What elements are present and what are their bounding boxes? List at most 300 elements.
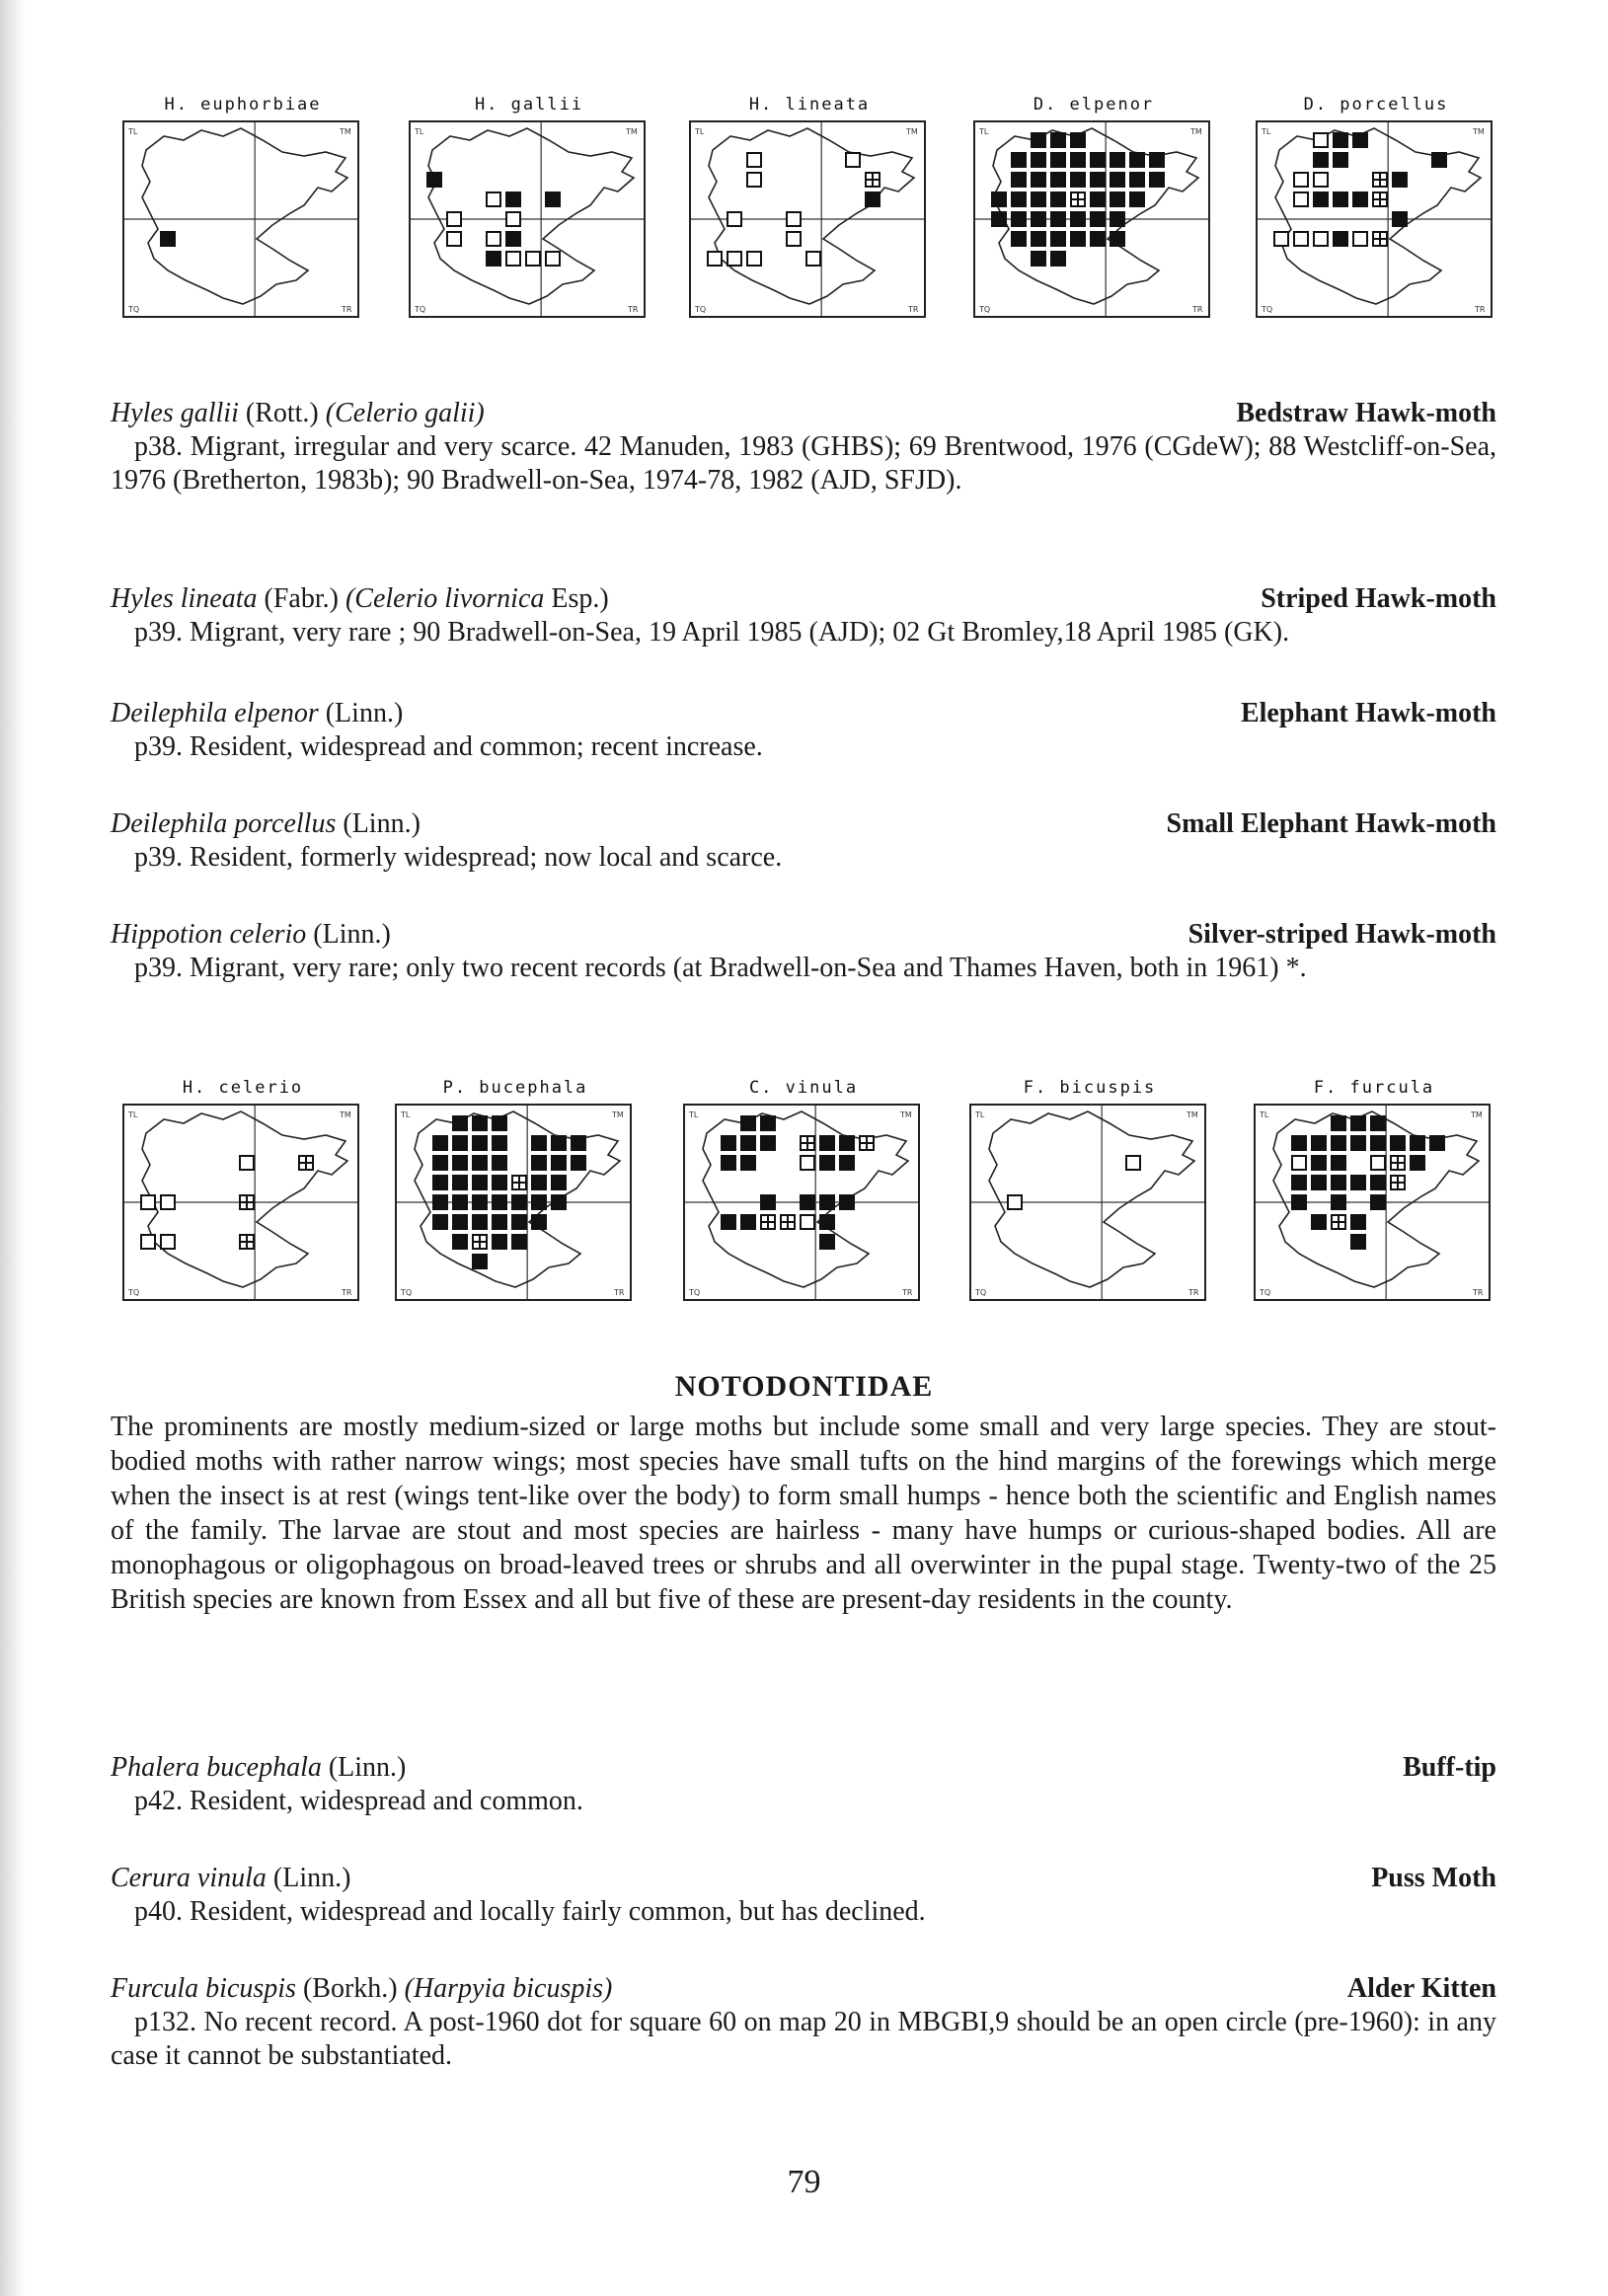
record-square-filled bbox=[511, 1194, 527, 1210]
record-square-filled bbox=[1110, 172, 1125, 188]
record-square-filled bbox=[1090, 231, 1106, 247]
record-square-filled bbox=[721, 1214, 736, 1230]
grid-corner-label: TQ bbox=[415, 305, 426, 314]
record-square-open bbox=[240, 1156, 254, 1170]
record-square-filled bbox=[1311, 1175, 1327, 1190]
page-number: 79 bbox=[787, 2164, 821, 2200]
record-square-filled bbox=[531, 1135, 547, 1151]
record-square-filled bbox=[1129, 172, 1145, 188]
entry-heading bbox=[111, 1751, 1496, 1785]
record-square-filled bbox=[472, 1194, 488, 1210]
record-square-filled bbox=[531, 1155, 547, 1171]
common-name: Buff-tip bbox=[1403, 1752, 1496, 1783]
grid-corner-label: TR bbox=[902, 1288, 913, 1297]
record-square-filled bbox=[1070, 132, 1086, 148]
record-square-open bbox=[546, 252, 560, 266]
record-square-filled bbox=[492, 1194, 507, 1210]
scientific-name: Hyles lineata bbox=[111, 583, 258, 614]
grid-corner-label: TM bbox=[1471, 1110, 1483, 1119]
record-square-filled bbox=[819, 1234, 835, 1250]
record-square-filled bbox=[1011, 231, 1027, 247]
record-square-filled bbox=[452, 1135, 468, 1151]
record-square-filled bbox=[1149, 152, 1165, 168]
grid-corner-label: TR bbox=[628, 305, 639, 314]
entry-text: p39. Migrant, very rare; only two recent records (at Bradwell-on-Sea and Thames Haven, both in 1961) *. bbox=[134, 953, 1307, 983]
record-square-filled bbox=[1011, 152, 1027, 168]
author: (Linn.) bbox=[318, 698, 404, 728]
record-square-filled bbox=[472, 1254, 488, 1269]
record-square-crossed bbox=[1391, 1176, 1405, 1189]
map-h-gallii bbox=[401, 95, 657, 332]
map-d-elpenor bbox=[965, 95, 1222, 332]
record-square-filled bbox=[432, 1194, 448, 1210]
record-square-filled bbox=[1050, 191, 1066, 207]
record-square-filled bbox=[1331, 1175, 1346, 1190]
map-svg bbox=[124, 122, 357, 316]
record-square-filled bbox=[432, 1135, 448, 1151]
entry-text: p40. Resident, widespread and locally fairly common, but has declined. bbox=[134, 1896, 926, 1927]
record-square-filled bbox=[1350, 1234, 1366, 1250]
record-square-filled bbox=[551, 1194, 567, 1210]
map-h-celerio bbox=[115, 1078, 371, 1315]
record-square-filled bbox=[1090, 152, 1106, 168]
grid-corner-label: TM bbox=[1473, 127, 1485, 136]
record-square-open bbox=[1292, 1156, 1306, 1170]
record-square-filled bbox=[1392, 211, 1408, 227]
map-c-vinula bbox=[675, 1078, 932, 1315]
author: (Fabr.) bbox=[257, 583, 345, 614]
record-square-filled bbox=[1050, 172, 1066, 188]
species-entry-cerura-vinula bbox=[111, 1862, 1496, 1929]
record-square-open bbox=[747, 173, 761, 187]
record-square-filled bbox=[1050, 152, 1066, 168]
record-square-crossed bbox=[1373, 173, 1387, 187]
record-square-crossed bbox=[512, 1176, 526, 1189]
common-name: Small Elephant Hawk-moth bbox=[1166, 808, 1496, 839]
distribution-map bbox=[1254, 1104, 1491, 1301]
record-square-crossed bbox=[1373, 192, 1387, 206]
map-title: H. gallii bbox=[474, 95, 584, 115]
record-square-open bbox=[141, 1235, 155, 1249]
distribution-map bbox=[973, 120, 1210, 318]
record-square-open bbox=[447, 212, 461, 226]
grid-corner-label: TQ bbox=[128, 305, 140, 314]
record-square-filled bbox=[1333, 191, 1348, 207]
map-row-top bbox=[0, 95, 1608, 332]
record-square-open bbox=[1314, 173, 1328, 187]
record-square-open bbox=[161, 1235, 175, 1249]
record-square-open bbox=[487, 232, 500, 246]
record-square-open bbox=[801, 1215, 814, 1229]
grid-corner-label: TQ bbox=[979, 305, 991, 314]
record-square-filled bbox=[1070, 211, 1086, 227]
record-square-filled bbox=[1431, 152, 1447, 168]
section-title: NOTODONTIDAE bbox=[674, 1370, 934, 1403]
entry-text: p42. Resident, widespread and common. bbox=[134, 1786, 583, 1816]
record-square-open bbox=[747, 252, 761, 266]
record-square-crossed bbox=[240, 1195, 254, 1209]
synonym: (Celerio galii) bbox=[325, 398, 485, 428]
record-square-open bbox=[787, 232, 801, 246]
record-square-open bbox=[1294, 192, 1308, 206]
map-svg bbox=[691, 122, 924, 316]
grid-corner-label: TM bbox=[626, 127, 638, 136]
common-name: Bedstraw Hawk-moth bbox=[1236, 398, 1496, 428]
record-square-filled bbox=[819, 1214, 835, 1230]
map-svg bbox=[685, 1106, 918, 1299]
record-square-filled bbox=[551, 1135, 567, 1151]
entry-text: p38. Migrant, irregular and very scarce. 42 Manuden, 1983 (GHBS); 69 Brentwood, 1976 (CGdeW); 88 Westcliff-on-Sea, 1976 (Bretherton, 1983b); 90 Bradwell-on-Sea, 1974-78, 1982 (AJD, SFJD). bbox=[111, 431, 1496, 496]
record-square-crossed bbox=[801, 1136, 814, 1150]
county-outline bbox=[142, 128, 347, 304]
map-svg bbox=[397, 1106, 630, 1299]
record-square-open bbox=[1314, 133, 1328, 147]
record-square-open bbox=[141, 1195, 155, 1209]
record-square-filled bbox=[571, 1155, 586, 1171]
record-square-filled bbox=[1090, 191, 1106, 207]
record-square-filled bbox=[1031, 211, 1046, 227]
record-square-open bbox=[806, 252, 820, 266]
entry-heading bbox=[111, 582, 1496, 616]
grid-corner-label: TR bbox=[342, 305, 352, 314]
grid-corner-label: TL bbox=[128, 1110, 138, 1119]
author: (Linn.) bbox=[306, 919, 391, 950]
record-square-filled bbox=[1031, 152, 1046, 168]
record-square-open bbox=[1126, 1156, 1140, 1170]
map-title: P. bucephala bbox=[442, 1078, 588, 1098]
grid-corner-label: TL bbox=[1260, 1110, 1269, 1119]
record-square-open bbox=[727, 252, 741, 266]
synonym-author: Esp.) bbox=[544, 583, 609, 614]
author: (Linn.) bbox=[266, 1863, 351, 1893]
common-name: Puss Moth bbox=[1371, 1863, 1496, 1893]
record-square-filled bbox=[511, 1214, 527, 1230]
record-square-crossed bbox=[866, 173, 880, 187]
author: (Linn.) bbox=[336, 808, 421, 839]
record-square-filled bbox=[472, 1175, 488, 1190]
record-square-crossed bbox=[1391, 1156, 1405, 1170]
species-entry-deilephila-elpenor bbox=[111, 697, 1496, 764]
record-square-filled bbox=[839, 1155, 855, 1171]
species-entry-phalera-bucephala bbox=[111, 1751, 1496, 1818]
record-square-open bbox=[846, 153, 860, 167]
grid-corner-label: TR bbox=[908, 305, 919, 314]
record-square-filled bbox=[1390, 1135, 1406, 1151]
record-square-filled bbox=[1291, 1135, 1307, 1151]
record-square-filled bbox=[1291, 1175, 1307, 1190]
record-square-filled bbox=[819, 1194, 835, 1210]
record-square-filled bbox=[1370, 1175, 1386, 1190]
distribution-map bbox=[395, 1104, 632, 1301]
record-square-filled bbox=[1410, 1155, 1425, 1171]
record-square-filled bbox=[1090, 211, 1106, 227]
scientific-name: Hyles gallii bbox=[111, 398, 239, 428]
grid-corner-label: TR bbox=[614, 1288, 625, 1297]
record-square-open bbox=[708, 252, 722, 266]
record-square-filled bbox=[452, 1155, 468, 1171]
record-square-filled bbox=[1031, 172, 1046, 188]
record-square-filled bbox=[492, 1175, 507, 1190]
synonym: (Harpyia bicuspis) bbox=[404, 1973, 613, 2004]
species-entry-furcula-bicuspis bbox=[111, 1972, 1496, 2073]
entry-text: p39. Resident, formerly widespread; now local and scarce. bbox=[134, 842, 783, 873]
record-square-filled bbox=[1149, 172, 1165, 188]
record-square-filled bbox=[865, 191, 881, 207]
record-square-crossed bbox=[299, 1156, 313, 1170]
record-square-open bbox=[526, 252, 540, 266]
record-square-filled bbox=[819, 1135, 835, 1151]
record-square-filled bbox=[452, 1115, 468, 1131]
record-square-filled bbox=[551, 1175, 567, 1190]
grid-corner-label: TM bbox=[1190, 127, 1202, 136]
record-square-open bbox=[1294, 173, 1308, 187]
record-square-filled bbox=[1350, 1214, 1366, 1230]
grid-corner-label: TM bbox=[900, 1110, 912, 1119]
record-square-filled bbox=[1429, 1135, 1445, 1151]
record-square-filled bbox=[571, 1135, 586, 1151]
grid-corner-label: TQ bbox=[128, 1288, 140, 1297]
record-square-filled bbox=[1311, 1135, 1327, 1151]
record-square-filled bbox=[800, 1194, 815, 1210]
map-title: F. furcula bbox=[1313, 1078, 1435, 1098]
map-title: H. euphorbiae bbox=[164, 95, 322, 115]
distribution-map bbox=[683, 1104, 920, 1301]
species-entry-hyles-gallii bbox=[111, 397, 1496, 497]
species-entry-hyles-lineata bbox=[111, 582, 1496, 650]
scientific-name: Deilephila elpenor bbox=[111, 698, 319, 728]
grid-corner-label: TQ bbox=[695, 305, 707, 314]
record-square-filled bbox=[1331, 1135, 1346, 1151]
record-square-filled bbox=[492, 1135, 507, 1151]
record-square-filled bbox=[1110, 152, 1125, 168]
record-square-open bbox=[1008, 1195, 1022, 1209]
common-name: Elephant Hawk-moth bbox=[1240, 698, 1496, 728]
record-square-filled bbox=[492, 1214, 507, 1230]
record-square-filled bbox=[1050, 211, 1066, 227]
record-square-filled bbox=[1311, 1214, 1327, 1230]
grid-corner-label: TL bbox=[415, 127, 424, 136]
record-square-crossed bbox=[473, 1235, 487, 1249]
record-square-filled bbox=[1090, 172, 1106, 188]
record-square-filled bbox=[452, 1234, 468, 1250]
grid-corner-label: TQ bbox=[1260, 1288, 1271, 1297]
grid-corner-label: TR bbox=[1192, 305, 1203, 314]
common-name: Alder Kitten bbox=[1346, 1973, 1496, 2004]
map-title: H. lineata bbox=[748, 95, 871, 115]
record-square-filled bbox=[1370, 1135, 1386, 1151]
record-square-filled bbox=[721, 1135, 736, 1151]
map-title: D. elpenor bbox=[1033, 95, 1155, 115]
scientific-name: Phalera bucephala bbox=[111, 1752, 322, 1783]
record-square-filled bbox=[531, 1194, 547, 1210]
grid-corner-label: TM bbox=[340, 127, 351, 136]
record-square-filled bbox=[1333, 231, 1348, 247]
entry-heading bbox=[111, 697, 1496, 730]
record-square-filled bbox=[531, 1175, 547, 1190]
author: (Linn.) bbox=[321, 1752, 407, 1783]
record-square-open bbox=[447, 232, 461, 246]
grid-corner-label: TQ bbox=[401, 1288, 413, 1297]
record-square-filled bbox=[740, 1135, 756, 1151]
grid-corner-label: TL bbox=[401, 1110, 411, 1119]
species-entry-hippotion-celerio bbox=[111, 918, 1496, 985]
author: (Rott.) bbox=[238, 398, 326, 428]
record-square-filled bbox=[472, 1214, 488, 1230]
record-square-filled bbox=[1070, 172, 1086, 188]
distribution-map bbox=[409, 120, 646, 318]
record-square-filled bbox=[1050, 231, 1066, 247]
record-square-open bbox=[1371, 1156, 1385, 1170]
record-square-crossed bbox=[761, 1215, 775, 1229]
scientific-name: Deilephila porcellus bbox=[111, 808, 337, 839]
record-square-filled bbox=[1370, 1194, 1386, 1210]
record-square-filled bbox=[1311, 1155, 1327, 1171]
author: (Borkh.) bbox=[295, 1973, 405, 2004]
map-title: H. celerio bbox=[182, 1078, 304, 1098]
record-square-open bbox=[747, 153, 761, 167]
record-square-filled bbox=[760, 1194, 776, 1210]
record-square-filled bbox=[432, 1214, 448, 1230]
record-square-filled bbox=[819, 1155, 835, 1171]
record-square-open bbox=[506, 252, 520, 266]
record-square-filled bbox=[1031, 251, 1046, 267]
grid-corner-label: TR bbox=[342, 1288, 352, 1297]
record-square-open bbox=[787, 212, 801, 226]
record-square-open bbox=[1274, 232, 1288, 246]
distribution-map bbox=[1256, 120, 1493, 318]
entry-heading bbox=[111, 918, 1496, 952]
record-square-filled bbox=[740, 1155, 756, 1171]
distribution-map bbox=[969, 1104, 1206, 1301]
map-f-furcula bbox=[1246, 1078, 1502, 1315]
record-square-filled bbox=[1110, 211, 1125, 227]
grid-corner-label: TL bbox=[1262, 127, 1271, 136]
map-svg bbox=[975, 122, 1208, 316]
record-square-filled bbox=[1031, 132, 1046, 148]
record-square-open bbox=[1294, 232, 1308, 246]
common-name: Silver-striped Hawk-moth bbox=[1187, 919, 1496, 950]
record-square-open bbox=[801, 1156, 814, 1170]
record-square-filled bbox=[1011, 191, 1027, 207]
record-square-filled bbox=[551, 1155, 567, 1171]
record-square-filled bbox=[1313, 152, 1329, 168]
map-title: C. vinula bbox=[748, 1078, 859, 1098]
record-square-crossed bbox=[1373, 232, 1387, 246]
grid-corner-label: TQ bbox=[975, 1288, 987, 1297]
map-svg bbox=[1256, 1106, 1489, 1299]
map-svg bbox=[1258, 122, 1491, 316]
map-p-bucephala bbox=[387, 1078, 644, 1315]
record-square-filled bbox=[1291, 1194, 1307, 1210]
record-square-filled bbox=[452, 1175, 468, 1190]
record-square-filled bbox=[1352, 132, 1368, 148]
record-square-filled bbox=[1370, 1115, 1386, 1131]
map-svg bbox=[411, 122, 644, 316]
entry-text: p39. Migrant, very rare ; 90 Bradwell-on-Sea, 19 April 1985 (AJD); 02 Gt Bromley,18 April 1985 (GK). bbox=[134, 617, 1290, 648]
record-square-filled bbox=[1110, 231, 1125, 247]
record-square-crossed bbox=[860, 1136, 874, 1150]
scientific-name: Furcula bicuspis bbox=[111, 1973, 296, 2004]
record-square-filled bbox=[1050, 251, 1066, 267]
record-square-filled bbox=[472, 1115, 488, 1131]
record-square-crossed bbox=[1071, 192, 1085, 206]
entry-text: p132. No recent record. A post-1960 dot for square 60 on map 20 in MBGBI,9 should be an open circle (pre-1960): in any case it cannot be substantiated. bbox=[111, 2007, 1496, 2071]
record-square-filled bbox=[160, 231, 176, 247]
record-square-open bbox=[1314, 232, 1328, 246]
section-intro: The prominents are mostly medium-sized or large moths but include some small and very large species. They are stout-bodied moths with rather narrow wings; most species have small tufts on the hind margins of the forewings which merge when the insect is at rest (wings tent-like over the body) to form small humps - hence both the scientific and English names of the family. The larvae are stout and most species are hairless - many have humps or curious-shaped bodies. All are monophagous or oligophagous on broad-leaved trees or shrubs and all overwinter in the pupal stage. Twenty-two of the 25 British species are known from Essex and all but five of these are present-day residents in the county. bbox=[111, 1412, 1496, 1615]
map-f-bicuspis bbox=[961, 1078, 1218, 1315]
record-square-filled bbox=[492, 1155, 507, 1171]
map-title: D. porcellus bbox=[1303, 95, 1449, 115]
scientific-name: Hippotion celerio bbox=[111, 919, 307, 950]
record-square-filled bbox=[1031, 231, 1046, 247]
record-square-filled bbox=[991, 191, 1007, 207]
record-square-filled bbox=[1129, 152, 1145, 168]
record-square-filled bbox=[1352, 191, 1368, 207]
record-square-open bbox=[727, 212, 741, 226]
county-outline bbox=[1275, 128, 1481, 304]
record-square-filled bbox=[452, 1214, 468, 1230]
grid-corner-label: TR bbox=[1475, 305, 1486, 314]
record-square-filled bbox=[1031, 191, 1046, 207]
record-square-filled bbox=[531, 1214, 547, 1230]
record-square-filled bbox=[472, 1155, 488, 1171]
record-square-filled bbox=[1410, 1135, 1425, 1151]
synonym: (Celerio livornica bbox=[345, 583, 545, 614]
record-square-filled bbox=[1313, 191, 1329, 207]
map-svg bbox=[971, 1106, 1204, 1299]
map-h-euphorbiae bbox=[115, 95, 371, 332]
record-square-filled bbox=[1011, 172, 1027, 188]
record-square-crossed bbox=[781, 1215, 795, 1229]
record-square-filled bbox=[1110, 191, 1125, 207]
record-square-filled bbox=[1011, 211, 1027, 227]
record-square-open bbox=[506, 212, 520, 226]
map-h-lineata bbox=[681, 95, 938, 332]
record-square-crossed bbox=[240, 1235, 254, 1249]
record-square-filled bbox=[839, 1194, 855, 1210]
entry-text: p39. Resident, widespread and common; recent increase. bbox=[134, 731, 763, 762]
grid-corner-label: TR bbox=[1188, 1288, 1199, 1297]
grid-corner-label: TM bbox=[1187, 1110, 1198, 1119]
record-square-filled bbox=[740, 1214, 756, 1230]
record-square-filled bbox=[1350, 1175, 1366, 1190]
record-square-filled bbox=[432, 1175, 448, 1190]
grid-corner-label: TM bbox=[612, 1110, 624, 1119]
record-square-filled bbox=[839, 1135, 855, 1151]
grid-corner-label: TR bbox=[1473, 1288, 1484, 1297]
distribution-map bbox=[122, 1104, 359, 1301]
record-square-open bbox=[487, 192, 500, 206]
common-name: Striped Hawk-moth bbox=[1261, 583, 1496, 614]
record-square-filled bbox=[1333, 132, 1348, 148]
record-square-filled bbox=[486, 251, 501, 267]
map-svg bbox=[124, 1106, 357, 1299]
record-square-filled bbox=[760, 1115, 776, 1131]
grid-corner-label: TL bbox=[975, 1110, 985, 1119]
grid-corner-label: TM bbox=[340, 1110, 351, 1119]
scientific-name: Cerura vinula bbox=[111, 1863, 267, 1893]
record-square-filled bbox=[426, 172, 442, 188]
record-square-filled bbox=[1050, 132, 1066, 148]
distribution-map bbox=[689, 120, 926, 318]
record-square-filled bbox=[1129, 191, 1145, 207]
record-square-filled bbox=[1331, 1194, 1346, 1210]
record-square-filled bbox=[1070, 231, 1086, 247]
record-square-open bbox=[1353, 232, 1367, 246]
record-square-filled bbox=[721, 1155, 736, 1171]
map-d-porcellus bbox=[1248, 95, 1504, 332]
